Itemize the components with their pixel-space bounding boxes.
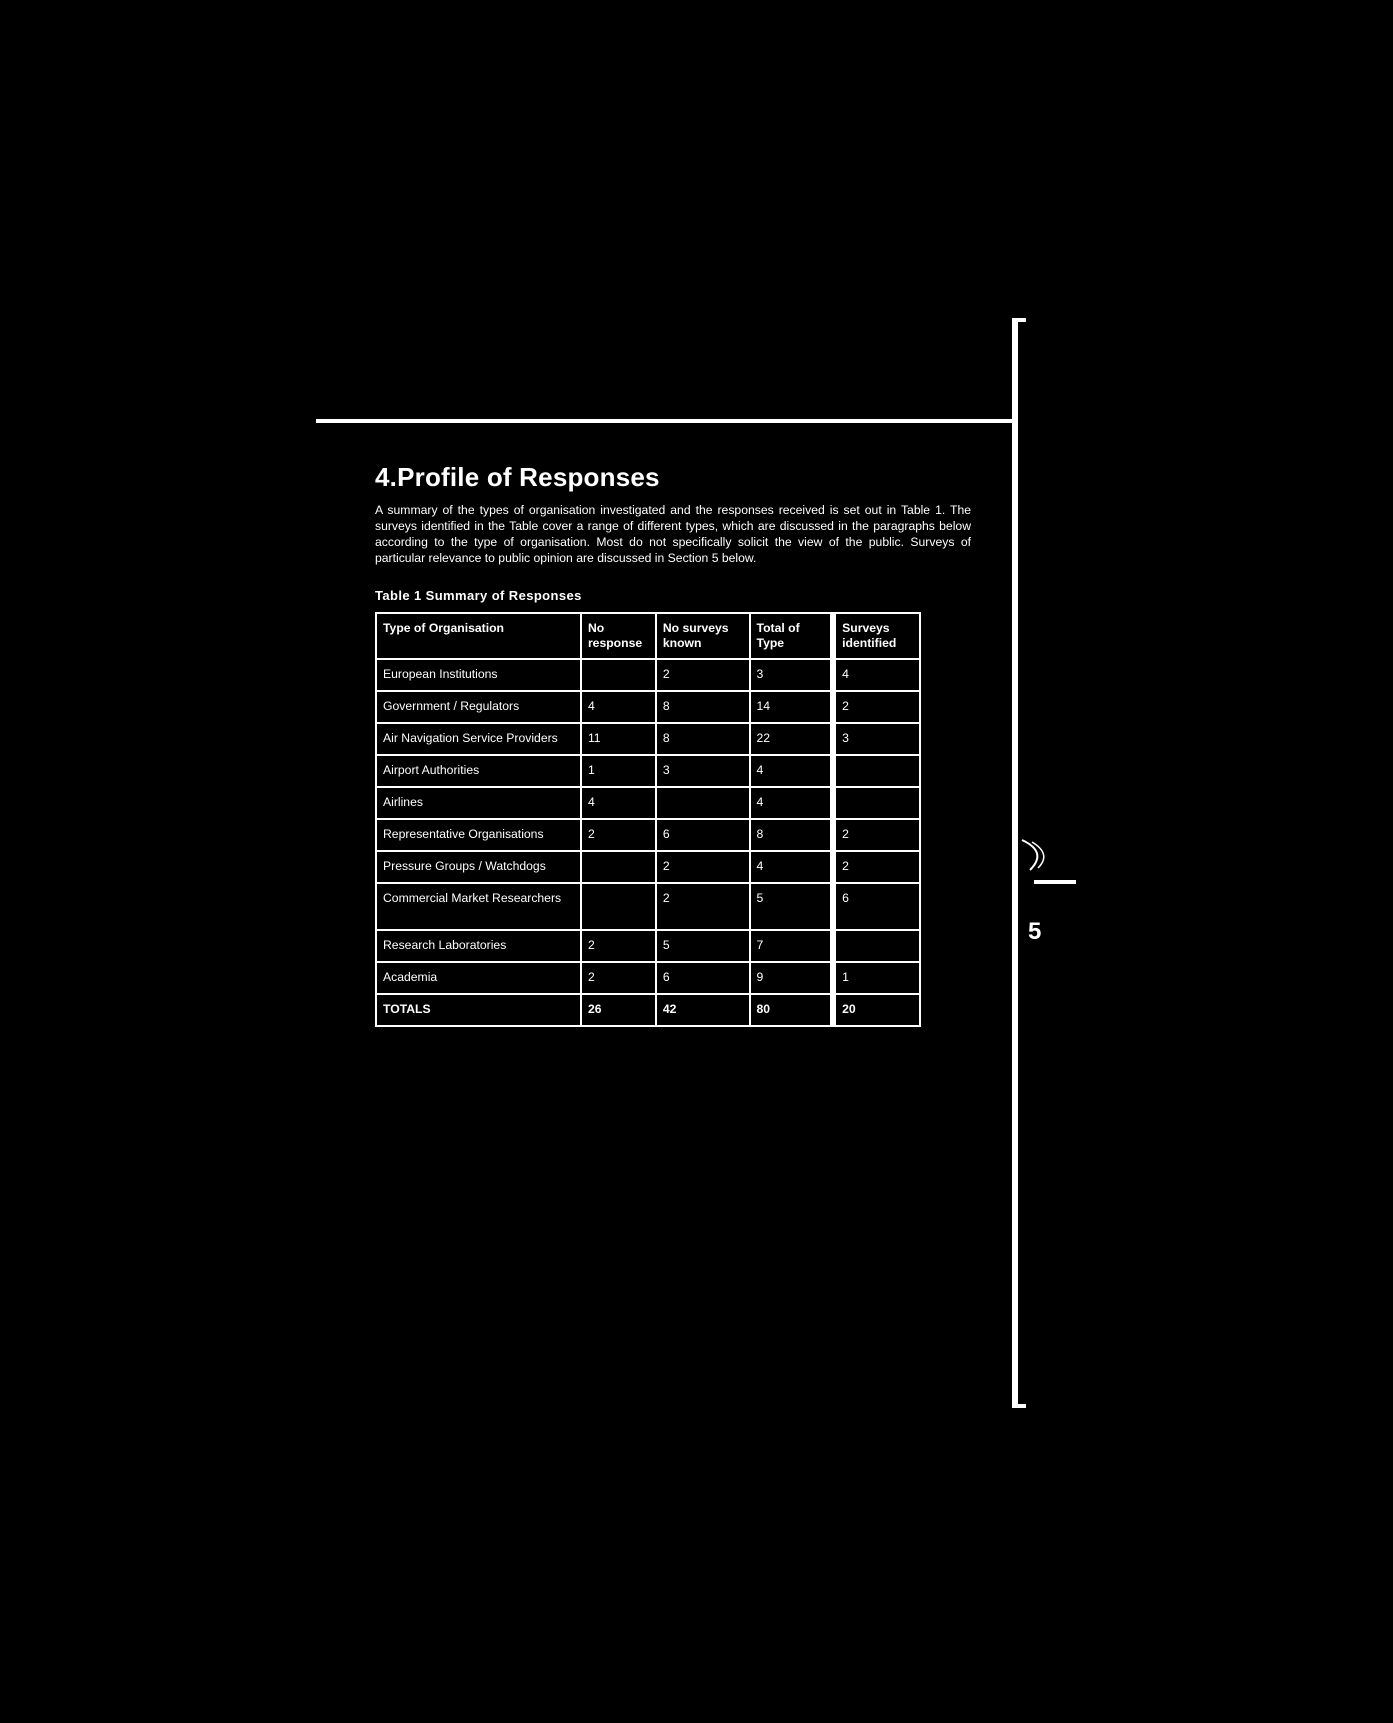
header-no-response: No response [581,613,656,659]
cell-organisation: Airlines [376,787,581,819]
cell-no-response: 2 [581,930,656,962]
cell-organisation: Research Laboratories [376,930,581,962]
cell-no-response: 11 [581,723,656,755]
cell-surveys-identified: 1 [833,962,920,994]
cell-no-surveys-known [656,787,750,819]
cell-total-of-type: 9 [750,962,834,994]
cell-no-surveys-known: 6 [656,962,750,994]
intro-paragraph: A summary of the types of organisation investigated and the responses received is set out in Table 1. The surveys identified in the Table cover a range of different types, which are discussed in the paragraphs below according to the type of organisation. Most do not specifically solicit the view of the public. Surveys of particular relevance to public opinion are discussed in Section 5 below. [375,503,971,565]
table-header-row [376,613,920,659]
table-row [376,819,920,851]
totals-no-surveys-known: 42 [656,994,750,1026]
cell-surveys-identified: 2 [833,691,920,723]
table-row [376,851,920,883]
table-row [376,723,920,755]
cell-surveys-identified: 4 [833,659,920,691]
summary-table [375,612,921,1027]
table-row [376,962,920,994]
cell-total-of-type: 4 [750,851,834,883]
page-tab-rule [1034,880,1076,884]
cell-no-surveys-known: 2 [656,883,750,930]
cell-surveys-identified [833,930,920,962]
cell-total-of-type: 3 [750,659,834,691]
cell-organisation: Air Navigation Service Providers [376,723,581,755]
cell-organisation: Commercial Market Researchers [376,883,581,930]
section-title: 4.Profile of Responses [375,462,660,492]
cell-surveys-identified [833,787,920,819]
margin-bracket-top [1012,318,1026,322]
totals-total-of-type: 80 [750,994,834,1026]
cell-surveys-identified: 6 [833,883,920,930]
cell-total-of-type: 4 [750,755,834,787]
cell-surveys-identified: 2 [833,851,920,883]
cell-no-surveys-known: 3 [656,755,750,787]
cell-organisation: Academia [376,962,581,994]
page-number: 5 [1028,918,1042,945]
cell-surveys-identified: 2 [833,819,920,851]
cell-no-response [581,883,656,930]
header-rule [316,419,1012,423]
cell-no-surveys-known: 8 [656,691,750,723]
totals-row [376,994,920,1026]
cell-no-surveys-known: 8 [656,723,750,755]
cell-no-response: 4 [581,787,656,819]
cell-total-of-type: 8 [750,819,834,851]
totals-no-response: 26 [581,994,656,1026]
cell-organisation: Airport Authorities [376,755,581,787]
totals-surveys-identified: 20 [833,994,920,1026]
table-caption: Table 1 Summary of Responses [375,588,582,603]
cell-surveys-identified: 3 [833,723,920,755]
header-surveys-identified: Surveys identified [833,613,920,659]
header-no-surveys-known: No surveys known [656,613,750,659]
cell-no-surveys-known: 6 [656,819,750,851]
cell-organisation: Pressure Groups / Watchdogs [376,851,581,883]
cell-total-of-type: 7 [750,930,834,962]
cell-no-surveys-known: 2 [656,851,750,883]
cell-no-surveys-known: 5 [656,930,750,962]
cell-total-of-type: 5 [750,883,834,930]
table-row [376,787,920,819]
cell-organisation: European Institutions [376,659,581,691]
cell-organisation: Representative Organisations [376,819,581,851]
table-row [376,691,920,723]
margin-bracket-bottom [1012,1404,1026,1408]
header-type-of-organisation: Type of Organisation [376,613,581,659]
cell-total-of-type: 14 [750,691,834,723]
cell-no-surveys-known: 2 [656,659,750,691]
totals-label: TOTALS [376,994,581,1026]
header-total-of-type: Total of Type [750,613,834,659]
table-row [376,883,920,930]
cell-surveys-identified [833,755,920,787]
table-row [376,659,920,691]
cell-no-response [581,659,656,691]
cell-no-response: 2 [581,819,656,851]
page-tab-arc-icon [1018,838,1052,872]
cell-no-response [581,851,656,883]
table-row [376,930,920,962]
cell-no-response: 4 [581,691,656,723]
cell-no-response: 2 [581,962,656,994]
cell-organisation: Government / Regulators [376,691,581,723]
table-row [376,755,920,787]
cell-total-of-type: 4 [750,787,834,819]
cell-no-response: 1 [581,755,656,787]
cell-total-of-type: 22 [750,723,834,755]
